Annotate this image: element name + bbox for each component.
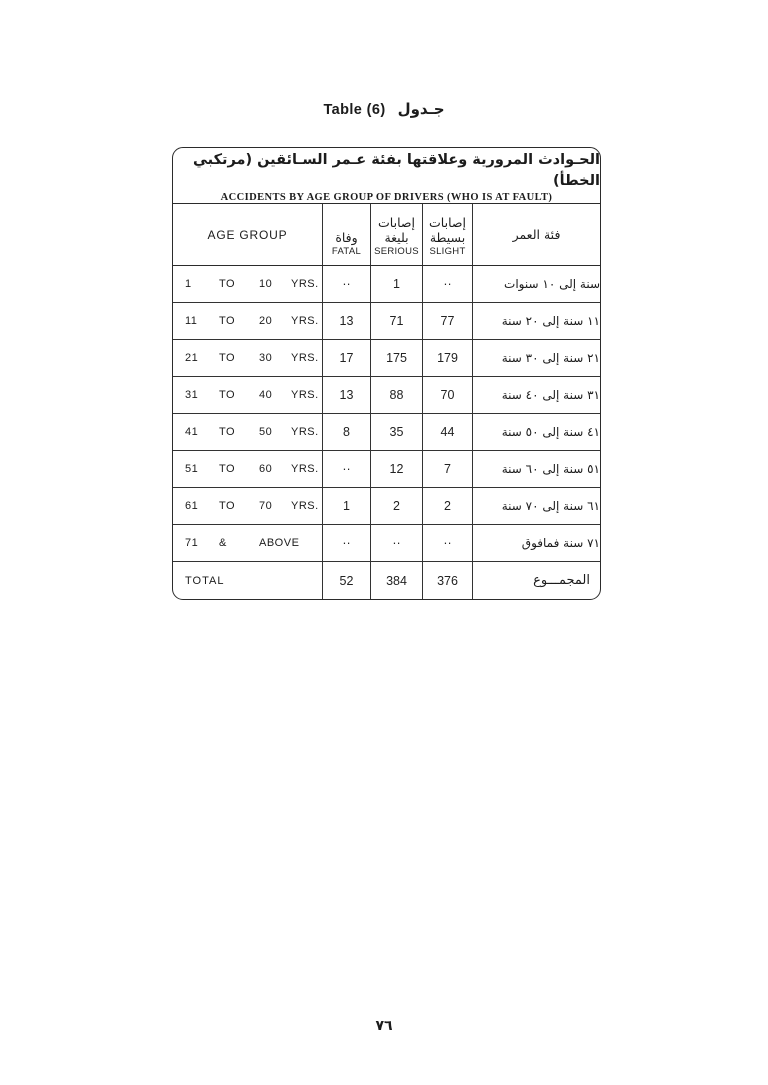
serious-value: 2 bbox=[371, 488, 423, 524]
col-header-serious bbox=[371, 204, 423, 265]
col-header-slight-ar2: بسيطة bbox=[429, 229, 466, 245]
page-number: ٧٦ bbox=[375, 1018, 393, 1034]
table-row bbox=[173, 303, 600, 340]
table-title-arabic: الحـوادث المرورية وعلاقتها بفئة عـمر السـائقين (مرتكبي الخطأ) bbox=[193, 152, 600, 189]
table-row bbox=[173, 266, 600, 303]
table-row bbox=[173, 525, 600, 562]
col-header-fatal bbox=[323, 204, 371, 265]
table-row bbox=[173, 414, 600, 451]
table-row bbox=[173, 377, 600, 414]
col-header-slight bbox=[423, 204, 473, 265]
age-range-cell: 61 TO 70 YRS. bbox=[173, 488, 323, 524]
col-header-fatal-en: FATAL bbox=[331, 246, 362, 258]
total-serious-value: 384 bbox=[371, 562, 423, 599]
col-header-slight-en: SLIGHT bbox=[429, 246, 466, 258]
table-header-row bbox=[173, 204, 600, 266]
table-row bbox=[173, 488, 600, 525]
table-title-english: ACCIDENTS BY AGE GROUP OF DRIVERS (WHO IS AT FAULT) bbox=[220, 191, 553, 203]
fatal-value: 1 bbox=[323, 488, 371, 524]
serious-value: 88 bbox=[371, 377, 423, 413]
table-title-block bbox=[173, 148, 600, 204]
age-range-arabic: سنة إلى ١٠ سنوات bbox=[504, 277, 600, 291]
fatal-value: ·· bbox=[323, 451, 371, 487]
fatal-value: ·· bbox=[323, 266, 371, 302]
age-range-arabic: ٦١ سنة إلى ٧٠ سنة bbox=[501, 499, 600, 513]
slight-value: 77 bbox=[423, 303, 473, 339]
serious-value: 175 bbox=[371, 340, 423, 376]
slight-value: 179 bbox=[423, 340, 473, 376]
age-range-cell: 71 & ABOVE bbox=[173, 525, 323, 561]
table-total-row bbox=[173, 562, 600, 599]
fatal-value: 13 bbox=[323, 303, 371, 339]
age-range-cell: 21 TO 30 YRS. bbox=[173, 340, 323, 376]
col-header-slight-ar1: إصابات bbox=[429, 215, 466, 231]
total-label-arabic: المجمـــوع bbox=[533, 573, 590, 588]
col-header-age-group-arabic: فئة العمر bbox=[512, 227, 561, 242]
col-header-serious-en: SERIOUS bbox=[374, 246, 419, 258]
age-range-cell: 11 TO 20 YRS. bbox=[173, 303, 323, 339]
age-range-cell: 1 TO 10 YRS. bbox=[173, 266, 323, 302]
total-slight-value: 376 bbox=[423, 562, 473, 599]
age-range-cell: 31 TO 40 YRS. bbox=[173, 377, 323, 413]
table-row bbox=[173, 451, 600, 488]
age-range-arabic: ٣١ سنة إلى ٤٠ سنة bbox=[501, 388, 600, 402]
age-range-cell: 51 TO 60 YRS. bbox=[173, 451, 323, 487]
table-row bbox=[173, 340, 600, 377]
fatal-value: 13 bbox=[323, 377, 371, 413]
serious-value: 35 bbox=[371, 414, 423, 450]
age-range-arabic: ٥١ سنة إلى ٦٠ سنة bbox=[501, 462, 600, 476]
col-header-serious-ar1: إصابات bbox=[378, 215, 415, 231]
slight-value: 44 bbox=[423, 414, 473, 450]
total-label: TOTAL bbox=[173, 562, 323, 599]
slight-value: 2 bbox=[423, 488, 473, 524]
total-fatal-value: 52 bbox=[323, 562, 371, 599]
page-heading bbox=[0, 100, 768, 118]
fatal-value: 17 bbox=[323, 340, 371, 376]
col-header-age-group: AGE GROUP bbox=[173, 204, 323, 265]
age-range-cell: 41 TO 50 YRS. bbox=[173, 414, 323, 450]
age-range-arabic: ٢١ سنة إلى ٣٠ سنة bbox=[501, 351, 600, 365]
page-title-ar: جـدول bbox=[397, 100, 445, 118]
serious-value: 12 bbox=[371, 451, 423, 487]
fatal-value: ·· bbox=[323, 525, 371, 561]
age-range-arabic: ١١ سنة إلى ٢٠ سنة bbox=[501, 314, 600, 328]
slight-value: 70 bbox=[423, 377, 473, 413]
col-header-fatal-ar: وفاة bbox=[335, 229, 358, 245]
page-title-en: Table (6) bbox=[323, 102, 386, 118]
slight-value: 7 bbox=[423, 451, 473, 487]
accidents-table bbox=[172, 147, 601, 600]
age-range-arabic: ٤١ سنة إلى ٥٠ سنة bbox=[501, 425, 600, 439]
slight-value: ·· bbox=[423, 266, 473, 302]
age-range-arabic: ٧١ سنة فمافوق bbox=[521, 536, 600, 550]
serious-value: ·· bbox=[371, 525, 423, 561]
slight-value: ·· bbox=[423, 525, 473, 561]
serious-value: 71 bbox=[371, 303, 423, 339]
col-header-serious-ar2: بليغة bbox=[384, 229, 409, 245]
serious-value: 1 bbox=[371, 266, 423, 302]
fatal-value: 8 bbox=[323, 414, 371, 450]
